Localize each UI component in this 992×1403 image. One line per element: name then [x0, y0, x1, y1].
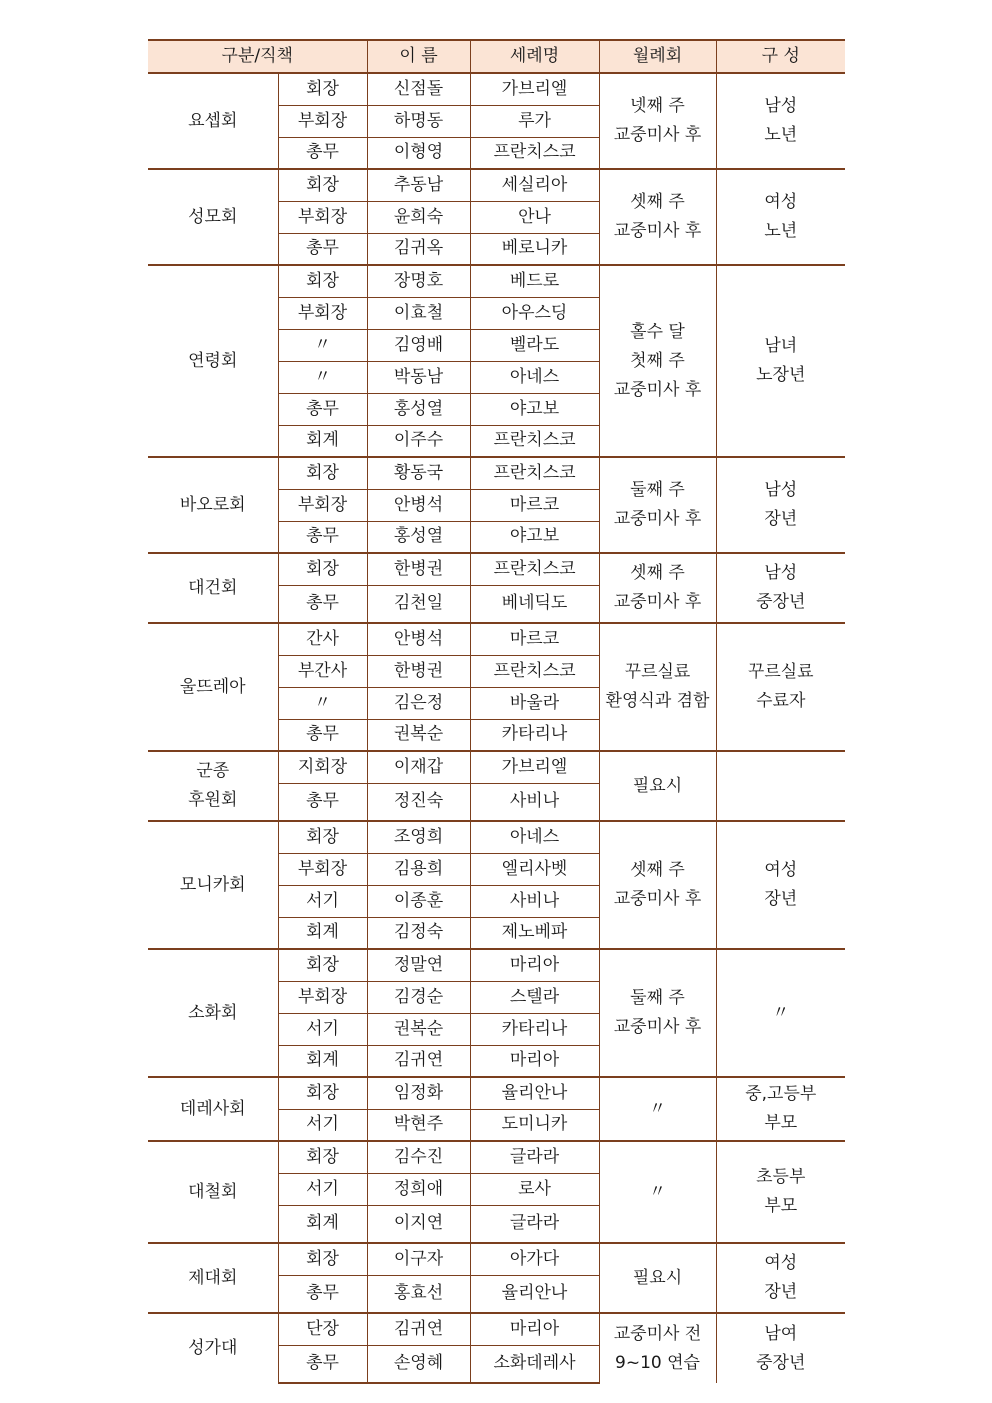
table-row — [148, 169, 845, 201]
baptismal-name-cell: 사비나 — [470, 783, 599, 821]
composition-cell: 여성 장년 — [716, 821, 845, 949]
composition-cell: 남성 중장년 — [716, 553, 845, 623]
baptismal-name-cell: 스텔라 — [470, 981, 599, 1013]
role-cell: 회장 — [278, 553, 367, 585]
member-name-cell: 한병권 — [367, 655, 470, 687]
member-name-cell: 조영희 — [367, 821, 470, 853]
group-name-cell: 소화회 — [148, 949, 278, 1077]
composition-cell: 〃 — [716, 949, 845, 1077]
member-name-cell: 하명동 — [367, 105, 470, 137]
baptismal-name-cell: 프란치스코 — [470, 425, 599, 457]
baptismal-name-cell: 아우스딩 — [470, 297, 599, 329]
baptismal-name-cell: 엘리사벳 — [470, 853, 599, 885]
member-name-cell: 권복순 — [367, 1013, 470, 1045]
member-name-cell: 김천일 — [367, 585, 470, 623]
baptismal-name-cell: 마리아 — [470, 949, 599, 981]
baptismal-name-cell: 마리아 — [470, 1313, 599, 1345]
composition-cell: 남성 노년 — [716, 73, 845, 169]
baptismal-name-cell: 야고보 — [470, 393, 599, 425]
role-cell: 〃 — [278, 329, 367, 361]
header-row — [148, 40, 845, 73]
member-name-cell: 김정숙 — [367, 917, 470, 949]
header-monthly-meeting: 월례회 — [599, 40, 716, 73]
table-body — [148, 73, 845, 1383]
baptismal-name-cell: 마르코 — [470, 489, 599, 521]
baptismal-name-cell: 벨라도 — [470, 329, 599, 361]
role-cell: 서기 — [278, 1109, 367, 1141]
member-name-cell: 홍성열 — [367, 393, 470, 425]
member-name-cell: 김귀연 — [367, 1313, 470, 1345]
group-name-cell: 울뜨레아 — [148, 623, 278, 751]
composition-cell: 여성 장년 — [716, 1243, 845, 1313]
group-name-cell: 대건회 — [148, 553, 278, 623]
baptismal-name-cell: 안나 — [470, 201, 599, 233]
role-cell: 서기 — [278, 1173, 367, 1205]
role-cell: 부회장 — [278, 297, 367, 329]
role-cell: 총무 — [278, 393, 367, 425]
baptismal-name-cell: 바울라 — [470, 687, 599, 719]
table-row — [148, 949, 845, 981]
role-cell: 회장 — [278, 1243, 367, 1275]
baptismal-name-cell: 카타리나 — [470, 1013, 599, 1045]
meeting-cell: 둘째 주 교중미사 후 — [599, 949, 716, 1077]
baptismal-name-cell: 제노베파 — [470, 917, 599, 949]
role-cell: 회장 — [278, 1077, 367, 1109]
group-name-cell: 연령회 — [148, 265, 278, 457]
role-cell: 총무 — [278, 521, 367, 553]
role-cell: 총무 — [278, 585, 367, 623]
baptismal-name-cell: 마리아 — [470, 1045, 599, 1077]
member-name-cell: 이지연 — [367, 1205, 470, 1243]
meeting-cell: 〃 — [599, 1077, 716, 1141]
meeting-cell: 셋째 주 교중미사 후 — [599, 553, 716, 623]
member-name-cell: 황동국 — [367, 457, 470, 489]
baptismal-name-cell: 율리안나 — [470, 1077, 599, 1109]
meeting-cell: 넷째 주 교중미사 후 — [599, 73, 716, 169]
member-name-cell: 신점돌 — [367, 73, 470, 105]
member-name-cell: 김경순 — [367, 981, 470, 1013]
meeting-cell: 〃 — [599, 1141, 716, 1243]
baptismal-name-cell: 야고보 — [470, 521, 599, 553]
role-cell: 단장 — [278, 1313, 367, 1345]
role-cell: 부회장 — [278, 201, 367, 233]
meeting-cell: 홀수 달 첫째 주 교중미사 후 — [599, 265, 716, 457]
table-row — [148, 1313, 845, 1345]
role-cell: 회장 — [278, 949, 367, 981]
composition-cell — [716, 751, 845, 821]
group-name-cell: 모니카회 — [148, 821, 278, 949]
role-cell: 회계 — [278, 917, 367, 949]
baptismal-name-cell: 아가다 — [470, 1243, 599, 1275]
role-cell: 회장 — [278, 169, 367, 201]
role-cell: 회장 — [278, 457, 367, 489]
baptismal-name-cell: 아네스 — [470, 361, 599, 393]
role-cell: 부회장 — [278, 981, 367, 1013]
composition-cell: 남녀 노장년 — [716, 265, 845, 457]
member-name-cell: 이형영 — [367, 137, 470, 169]
member-name-cell: 한병권 — [367, 553, 470, 585]
group-name-cell: 바오로회 — [148, 457, 278, 553]
group-name-cell: 데레사회 — [148, 1077, 278, 1141]
member-name-cell: 안병석 — [367, 489, 470, 521]
header-composition: 구 성 — [716, 40, 845, 73]
baptismal-name-cell: 가브리엘 — [470, 73, 599, 105]
table-row — [148, 1243, 845, 1275]
role-cell: 〃 — [278, 361, 367, 393]
table-row — [148, 553, 845, 585]
member-name-cell: 김용희 — [367, 853, 470, 885]
role-cell: 총무 — [278, 137, 367, 169]
baptismal-name-cell: 베드로 — [470, 265, 599, 297]
member-name-cell: 추동남 — [367, 169, 470, 201]
role-cell: 총무 — [278, 719, 367, 751]
baptismal-name-cell: 소화데레사 — [470, 1345, 599, 1383]
meeting-cell: 셋째 주 교중미사 후 — [599, 169, 716, 265]
baptismal-name-cell: 프란치스코 — [470, 457, 599, 489]
role-cell: 회장 — [278, 1141, 367, 1173]
composition-cell: 남성 장년 — [716, 457, 845, 553]
group-name-cell: 제대회 — [148, 1243, 278, 1313]
member-name-cell: 이재갑 — [367, 751, 470, 783]
baptismal-name-cell: 마르코 — [470, 623, 599, 655]
role-cell: 총무 — [278, 1345, 367, 1383]
member-name-cell: 김귀옥 — [367, 233, 470, 265]
baptismal-name-cell: 글라라 — [470, 1205, 599, 1243]
role-cell: 회장 — [278, 265, 367, 297]
role-cell: 지회장 — [278, 751, 367, 783]
role-cell: 회계 — [278, 1205, 367, 1243]
table-row — [148, 623, 845, 655]
role-cell: 부간사 — [278, 655, 367, 687]
header-name: 이 름 — [367, 40, 470, 73]
baptismal-name-cell: 가브리엘 — [470, 751, 599, 783]
baptismal-name-cell: 율리안나 — [470, 1275, 599, 1313]
baptismal-name-cell: 베네딕도 — [470, 585, 599, 623]
group-name-cell: 요셉회 — [148, 73, 278, 169]
table-row — [148, 1141, 845, 1173]
role-cell: 총무 — [278, 233, 367, 265]
baptismal-name-cell: 세실리아 — [470, 169, 599, 201]
member-name-cell: 안병석 — [367, 623, 470, 655]
member-name-cell: 장명호 — [367, 265, 470, 297]
table-row — [148, 751, 845, 783]
baptismal-name-cell: 카타리나 — [470, 719, 599, 751]
meeting-cell: 셋째 주 교중미사 후 — [599, 821, 716, 949]
meeting-cell: 꾸르실료 환영식과 겸함 — [599, 623, 716, 751]
member-name-cell: 윤희숙 — [367, 201, 470, 233]
member-name-cell: 임정화 — [367, 1077, 470, 1109]
table-row — [148, 821, 845, 853]
baptismal-name-cell: 사비나 — [470, 885, 599, 917]
role-cell: 부회장 — [278, 489, 367, 521]
baptismal-name-cell: 글라라 — [470, 1141, 599, 1173]
role-cell: 서기 — [278, 1013, 367, 1045]
role-cell: 〃 — [278, 687, 367, 719]
role-cell: 회계 — [278, 425, 367, 457]
baptismal-name-cell: 프란치스코 — [470, 655, 599, 687]
meeting-cell: 교중미사 전 9~10 연습 — [599, 1313, 716, 1383]
group-name-cell: 대철회 — [148, 1141, 278, 1243]
baptismal-name-cell: 베로니카 — [470, 233, 599, 265]
member-name-cell: 박동남 — [367, 361, 470, 393]
member-name-cell: 이종훈 — [367, 885, 470, 917]
baptismal-name-cell: 프란치스코 — [470, 553, 599, 585]
member-name-cell: 정희애 — [367, 1173, 470, 1205]
meeting-cell: 필요시 — [599, 1243, 716, 1313]
role-cell: 회장 — [278, 821, 367, 853]
composition-cell: 초등부 부모 — [716, 1141, 845, 1243]
header-baptismal-name: 세례명 — [470, 40, 599, 73]
member-name-cell: 김영배 — [367, 329, 470, 361]
group-name-cell: 성가대 — [148, 1313, 278, 1383]
member-name-cell: 정진숙 — [367, 783, 470, 821]
member-name-cell: 홍성열 — [367, 521, 470, 553]
member-name-cell: 김귀연 — [367, 1045, 470, 1077]
member-name-cell: 이구자 — [367, 1243, 470, 1275]
role-cell: 부회장 — [278, 105, 367, 137]
baptismal-name-cell: 루가 — [470, 105, 599, 137]
role-cell: 부회장 — [278, 853, 367, 885]
member-name-cell: 홍효선 — [367, 1275, 470, 1313]
role-cell: 회장 — [278, 73, 367, 105]
member-name-cell: 박현주 — [367, 1109, 470, 1141]
member-name-cell: 김수진 — [367, 1141, 470, 1173]
table-row — [148, 265, 845, 297]
table-row — [148, 1077, 845, 1109]
group-name-cell: 성모회 — [148, 169, 278, 265]
member-name-cell: 이주수 — [367, 425, 470, 457]
member-name-cell: 이효철 — [367, 297, 470, 329]
composition-cell: 중,고등부 부모 — [716, 1077, 845, 1141]
table-row — [148, 457, 845, 489]
baptismal-name-cell: 아네스 — [470, 821, 599, 853]
role-cell: 총무 — [278, 1275, 367, 1313]
organization-table — [148, 39, 845, 1384]
role-cell: 총무 — [278, 783, 367, 821]
baptismal-name-cell: 도미니카 — [470, 1109, 599, 1141]
composition-cell: 꾸르실료 수료자 — [716, 623, 845, 751]
meeting-cell: 둘째 주 교중미사 후 — [599, 457, 716, 553]
role-cell: 서기 — [278, 885, 367, 917]
baptismal-name-cell: 프란치스코 — [470, 137, 599, 169]
role-cell: 간사 — [278, 623, 367, 655]
role-cell: 회계 — [278, 1045, 367, 1077]
member-name-cell: 정말연 — [367, 949, 470, 981]
meeting-cell: 필요시 — [599, 751, 716, 821]
composition-cell: 여성 노년 — [716, 169, 845, 265]
member-name-cell: 손영혜 — [367, 1345, 470, 1383]
member-name-cell: 권복순 — [367, 719, 470, 751]
member-name-cell: 김은정 — [367, 687, 470, 719]
composition-cell: 남여 중장년 — [716, 1313, 845, 1383]
header-division-role: 구분/직책 — [148, 40, 367, 73]
table-row — [148, 73, 845, 105]
baptismal-name-cell: 로사 — [470, 1173, 599, 1205]
group-name-cell: 군종 후원회 — [148, 751, 278, 821]
